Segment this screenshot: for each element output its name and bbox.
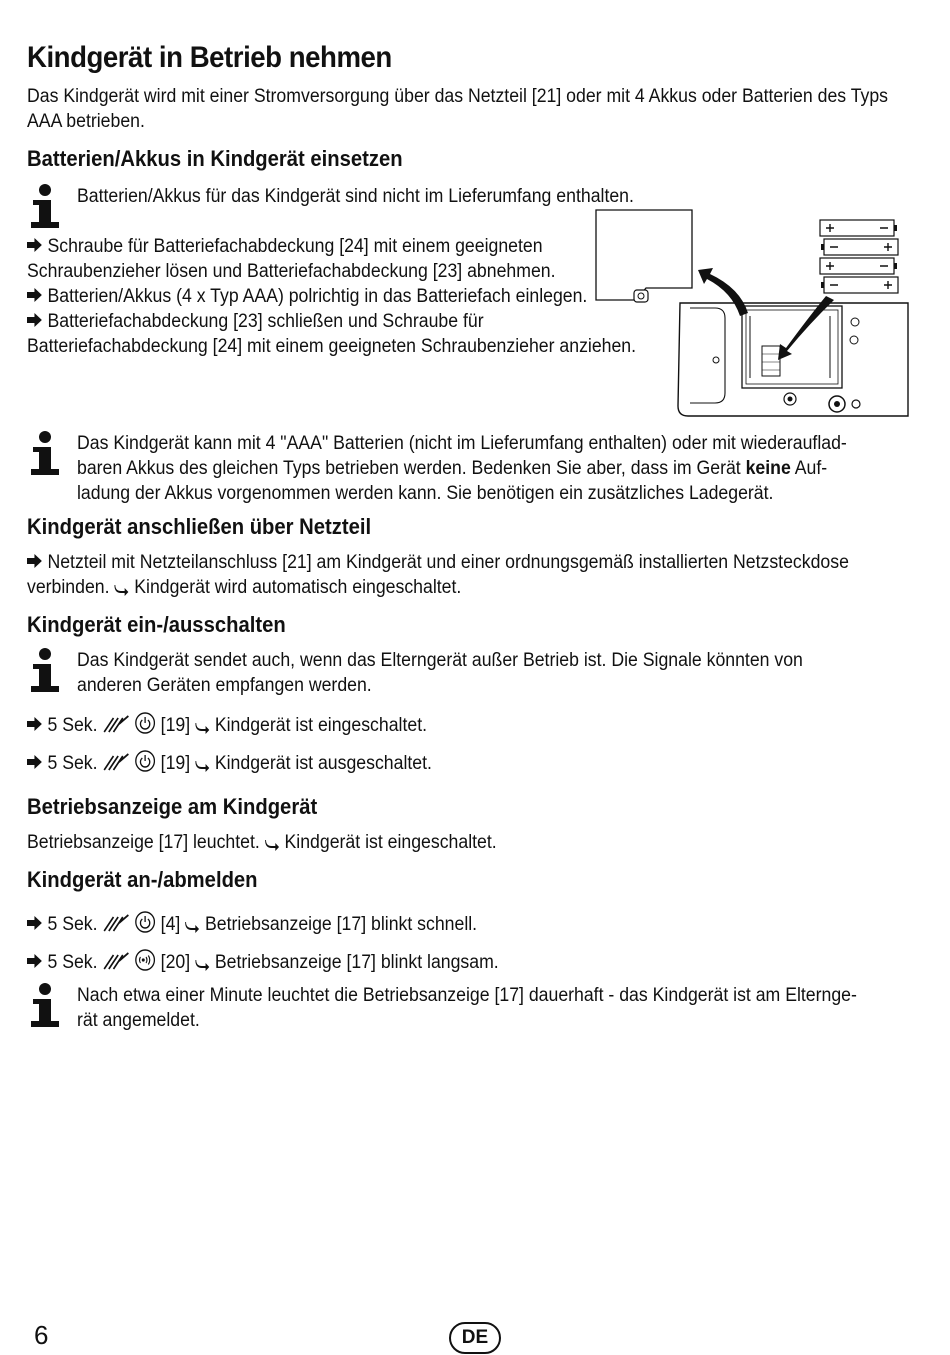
pairing-button-icon [135, 949, 155, 971]
right-arrow-icon [27, 234, 47, 259]
power-step-1: Netzteil mit Netzteilanschluss [21] am Kindgerät und einer ordnungsgemäß installierten Netzsteckdose [27, 550, 911, 575]
onoff-step-1: 5 Sek. [19] Kindgerät ist eingeschaltet. [27, 712, 845, 738]
battery-step-3: Batteriefachabdeckung [23] schließen und Schraube für [27, 309, 641, 334]
result-arrow-icon [195, 959, 210, 971]
info-icon [27, 983, 63, 1031]
indicator-text: Betriebsanzeige [17] leuchtet. Kindgerät ist eingeschaltet. [27, 832, 497, 853]
register-info-line-2: rät angemeldet. [77, 1010, 200, 1031]
battery-step-3-cont: Batteriefachabdeckung [24] mit einem geeigneten Schraubenzieher anziehen. [27, 336, 637, 357]
onoff-heading: Kindgerät ein-/ausschalten [27, 612, 286, 637]
result-arrow-icon [265, 839, 280, 851]
power-button-icon [135, 712, 155, 734]
power-step-1-cont: verbinden. Kindgerät wird automatisch eingeschaltet. [27, 577, 462, 598]
info-icon [27, 648, 63, 696]
page-title: Kindgerät in Betrieb nehmen [27, 41, 392, 74]
battery-info-2-line-1: Das Kindgerät kann mit 4 "AAA" Batterien (nicht im Lieferumfang enthalten) oder mit wiederauflad- [77, 433, 847, 454]
onoff-info-line-2: anderen Geräten empfangen werden. [77, 675, 372, 696]
battery-step-1-cont: Schraubenzieher lösen und Batteriefachabdeckung [23] abnehmen. [27, 261, 556, 282]
register-heading: Kindgerät an-/abmelden [27, 867, 258, 892]
page-number: 6 [34, 1320, 49, 1350]
battery-info-text: Batterien/Akkus für das Kindgerät sind nicht im Lieferumfang enthalten. [77, 186, 634, 207]
onoff-step-2: 5 Sek. [19] Kindgerät ist ausgeschaltet. [27, 750, 845, 776]
info-icon [27, 184, 63, 232]
result-arrow-icon [195, 760, 210, 772]
power-heading: Kindgerät anschließen über Netzteil [27, 514, 372, 539]
power-button-icon [135, 911, 155, 933]
battery-compartment-illustration [590, 208, 910, 423]
battery-step-1: Schraube für Batteriefachabdeckung [24] mit einem geeigneten [27, 234, 641, 259]
onoff-info [27, 648, 907, 698]
press-hold-icon [102, 913, 130, 933]
power-button-icon [135, 750, 155, 772]
right-arrow-icon [27, 713, 47, 738]
press-hold-icon [102, 714, 130, 734]
result-arrow-icon [195, 722, 210, 734]
press-hold-icon [102, 752, 130, 772]
register-step-1: 5 Sek. [4] Betriebsanzeige [17] blinkt schnell. [27, 911, 845, 937]
register-step-2: 5 Sek. [20] Betriebsanzeige [17] blinkt langsam. [27, 949, 845, 975]
result-arrow-icon [185, 921, 200, 933]
result-arrow-icon [114, 584, 129, 596]
battery-info-2-line-3: ladung der Akkus vorgenommen werden kann. Sie benötigen ein zusätzliches Ladegerät. [77, 483, 774, 504]
register-info [27, 983, 907, 1033]
onoff-info-line-1: Das Kindgerät sendet auch, wenn das Elterngerät außer Betrieb ist. Die Signale könnten von [77, 650, 803, 671]
right-arrow-icon [27, 912, 47, 937]
page-content [27, 38, 907, 1033]
battery-step-2: Batterien/Akkus (4 x Typ AAA) polrichtig in das Batteriefach einlegen. [27, 284, 641, 309]
right-arrow-icon [27, 950, 47, 975]
battery-steps [27, 234, 687, 359]
indicator-heading: Betriebsanzeige am Kindgerät [27, 794, 318, 819]
right-arrow-icon [27, 309, 47, 334]
right-arrow-icon [27, 751, 47, 776]
battery-info-2-line-2: baren Akkus des gleichen Typs betrieben werden. Bedenken Sie aber, dass im Gerät keine Auf- [77, 458, 828, 479]
intro-text: Das Kindgerät wird mit einer Stromversorgung über das Netzteil [21] oder mit 4 Akkus oder Batterien des Typs AAA betrieben. [27, 86, 889, 132]
battery-heading: Batterien/Akkus in Kindgerät einsetzen [27, 146, 403, 171]
battery-info-2 [27, 431, 907, 506]
language-badge: DE [449, 1322, 501, 1354]
press-hold-icon [102, 951, 130, 971]
power-steps [27, 550, 907, 600]
right-arrow-icon [27, 550, 47, 575]
register-info-line-1: Nach etwa einer Minute leuchtet die Betriebsanzeige [17] dauerhaft - das Kindgerät ist am Elternge- [77, 985, 857, 1006]
info-icon [27, 431, 63, 479]
right-arrow-icon [27, 284, 47, 309]
